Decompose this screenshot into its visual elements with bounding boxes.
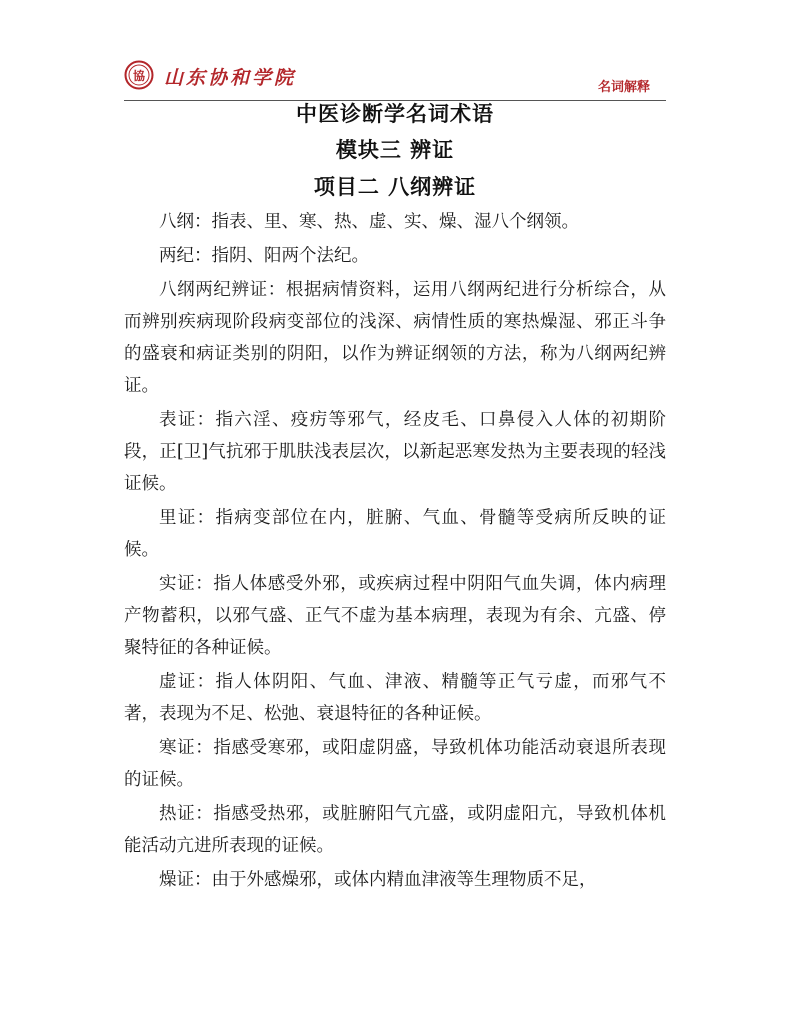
- definition-paragraph: 实证：指人体感受外邪，或疾病过程中阴阳气血失调，体内病理产物蓄积，以邪气盛、正气不虚为基本病理，表现为有余、亢盛、停聚特征的各种证候。: [124, 574, 666, 658]
- section-label: 名词解释: [597, 80, 650, 95]
- page-title: 中医诊断学名词术语: [296, 102, 494, 126]
- title-block: [124, 98, 666, 201]
- college-seal-icon: [124, 60, 154, 90]
- definitions-body: [124, 206, 666, 896]
- seal-char: 協: [132, 69, 146, 83]
- definition-paragraph: 表证：指六淫、疫疠等邪气，经皮毛、口鼻侵入人体的初期阶段，正[卫]气抗邪于肌肤浅表层次，以新起恶寒发热为主要表现的轻浅证候。: [124, 410, 666, 494]
- definition-paragraph: 燥证：由于外感燥邪，或体内精血津液等生理物质不足，: [159, 870, 597, 890]
- definition-paragraph: 热证：指感受热邪，或脏腑阳气亢盛，或阴虚阳亢，导致机体机能活动亢进所表现的证候。: [124, 804, 666, 856]
- page-header: [124, 58, 666, 101]
- definition-paragraph: 里证：指病变部位在内，脏腑、气血、骨髓等受病所反映的证候。: [124, 508, 666, 560]
- project-title: 项目二 八纲辨证: [313, 175, 477, 199]
- definition-paragraph: 虚证：指人体阴阳、气血、津液、精髓等正气亏虚，而邪气不著，表现为不足、松弛、衰退特征的各种证候。: [124, 672, 666, 724]
- definition-paragraph: 八纲两纪辨证：根据病情资料，运用八纲两纪进行分析综合，从而辨别疾病现阶段病变部位的浅深、病情性质的寒热燥湿、邪正斗争的盛衰和病证类别的阴阳，以作为辨证纲领的方法，称为八纲两纪辨证。: [124, 280, 666, 396]
- module-title: 模块三 辨证: [335, 138, 455, 162]
- definition-paragraph: 寒证：指感受寒邪，或阳虚阴盛，导致机体功能活动衰退所表现的证候。: [124, 738, 666, 790]
- college-logo-text: 山东协和学院: [164, 67, 297, 89]
- definition-paragraph: 两纪：指阴、阳两个法纪。: [159, 246, 369, 266]
- definition-paragraph: 八纲：指表、里、寒、热、虚、实、燥、湿八个纲领。: [159, 212, 579, 232]
